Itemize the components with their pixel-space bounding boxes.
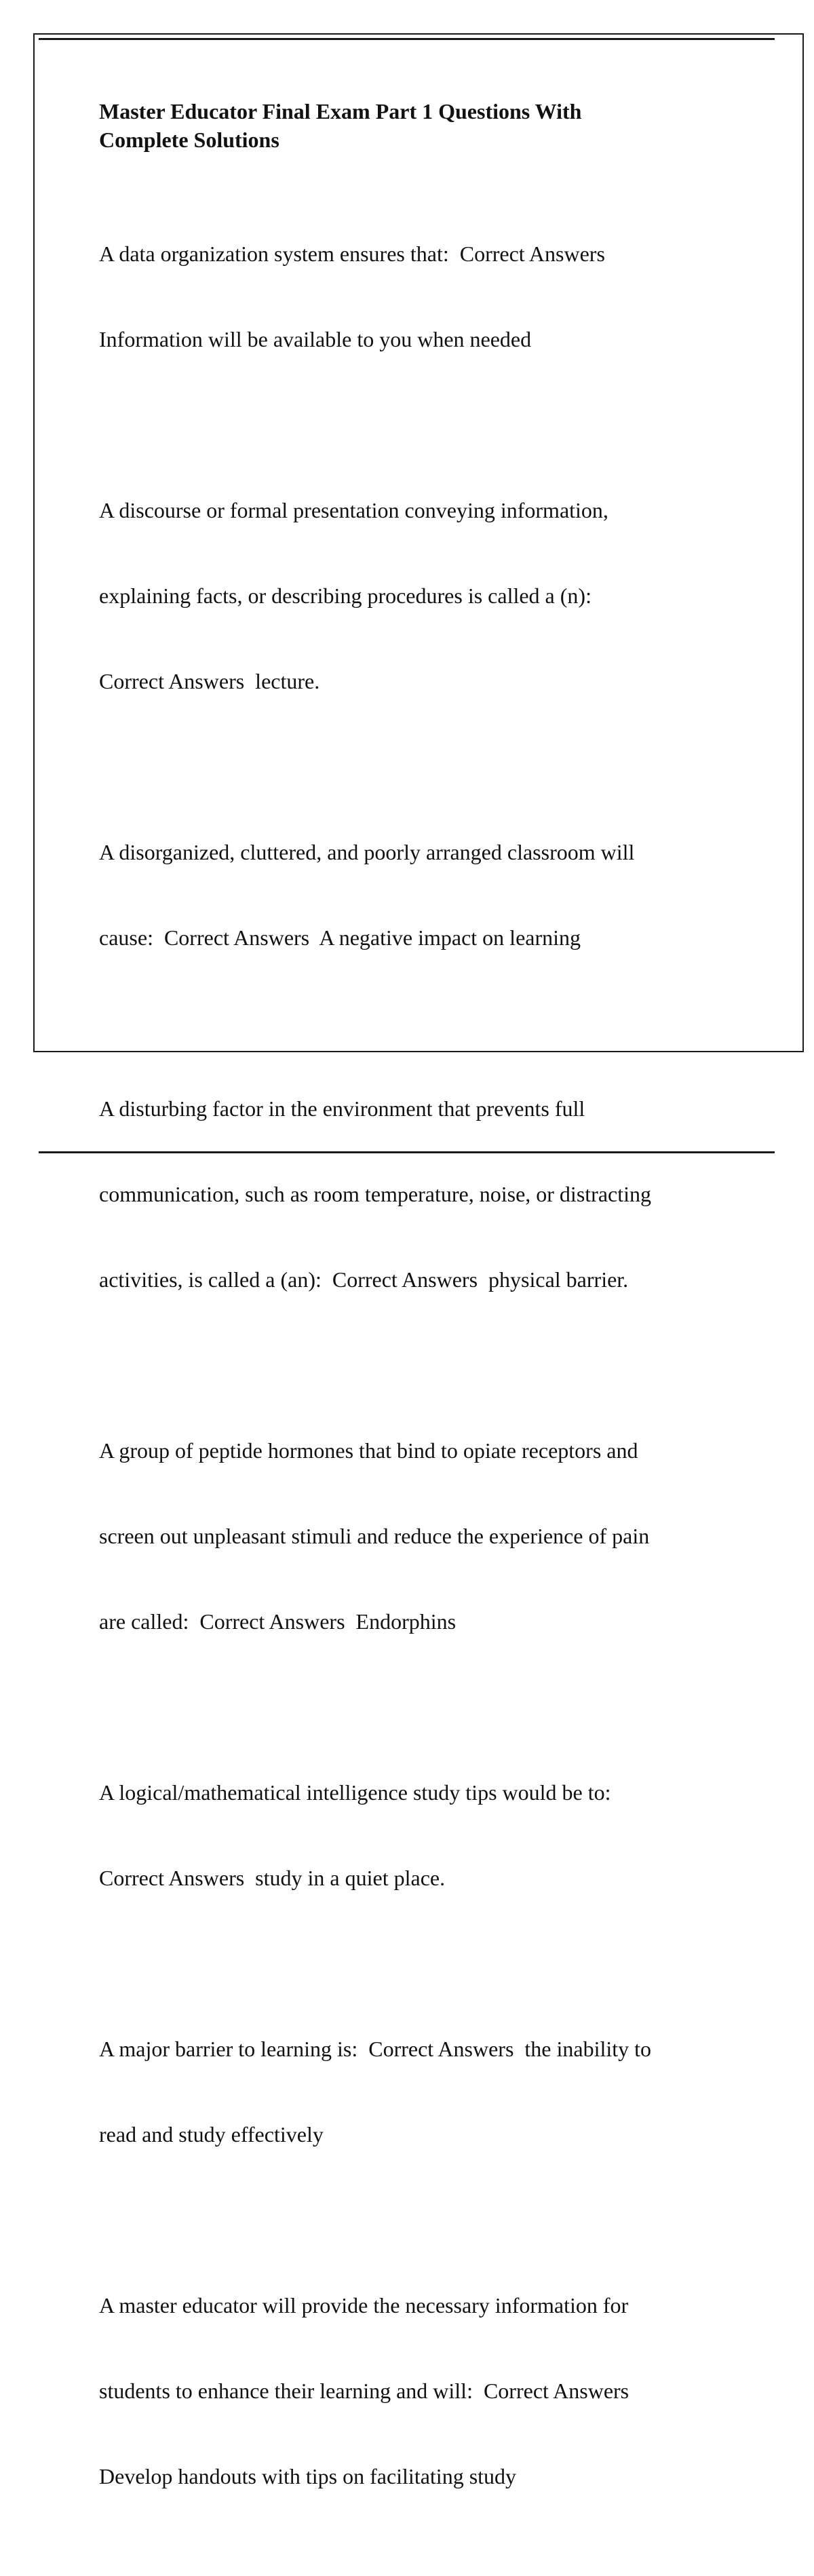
- qa-line: are called: Correct Answers Endorphins: [99, 1609, 457, 1634]
- question-answer-7: [99, 1978, 743, 2206]
- qa-line: Information will be available to you when needed: [99, 327, 532, 351]
- header-rule: [39, 38, 775, 40]
- qa-line: students to enhance their learning and will: Correct Answers: [99, 2379, 629, 2403]
- qa-line: screen out unpleasant stimuli and reduce the experience of pain: [99, 1524, 650, 1548]
- qa-line: A logical/mathematical intelligence study tips would be to:: [99, 1780, 611, 1805]
- question-answer-4: [99, 1037, 743, 1351]
- question-answer-8: [99, 2234, 743, 2548]
- qa-line: Develop handouts with tips on facilitating study: [99, 2464, 517, 2488]
- question-answer-2: [99, 439, 743, 752]
- question-answer-1: [99, 182, 743, 410]
- question-answer-6: [99, 1721, 743, 1949]
- qa-line: A disturbing factor in the environment that prevents full: [99, 1096, 585, 1121]
- qa-line: Correct Answers lecture.: [99, 669, 320, 693]
- qa-line: A disorganized, cluttered, and poorly arranged classroom will: [99, 840, 635, 864]
- document-body: [99, 97, 743, 2576]
- qa-line: communication, such as room temperature, noise, or distracting: [99, 1182, 651, 1206]
- qa-line: Correct Answers study in a quiet place.: [99, 1866, 446, 1890]
- document-title: [99, 97, 743, 154]
- qa-line: A group of peptide hormones that bind to opiate receptors and: [99, 1438, 638, 1463]
- qa-line: explaining facts, or describing procedures is called a (n):: [99, 583, 592, 608]
- qa-line: cause: Correct Answers A negative impact on learning: [99, 925, 581, 950]
- title-line: Master Educator Final Exam Part 1 Questions With: [99, 99, 582, 123]
- qa-line: read and study effectively: [99, 2122, 324, 2147]
- qa-line: A discourse or formal presentation conveying information,: [99, 498, 608, 522]
- question-answer-3: [99, 781, 743, 1009]
- title-line: Complete Solutions: [99, 128, 279, 152]
- qa-line: activities, is called a (an): Correct Answers physical barrier.: [99, 1267, 629, 1292]
- question-answer-5: [99, 1379, 743, 1693]
- qa-line: A major barrier to learning is: Correct Answers the inability to: [99, 2037, 652, 2061]
- qa-line: A master educator will provide the necessary information for: [99, 2293, 629, 2318]
- footer-rule: [39, 1151, 775, 1153]
- qa-line: A data organization system ensures that: Correct Answers: [99, 242, 605, 266]
